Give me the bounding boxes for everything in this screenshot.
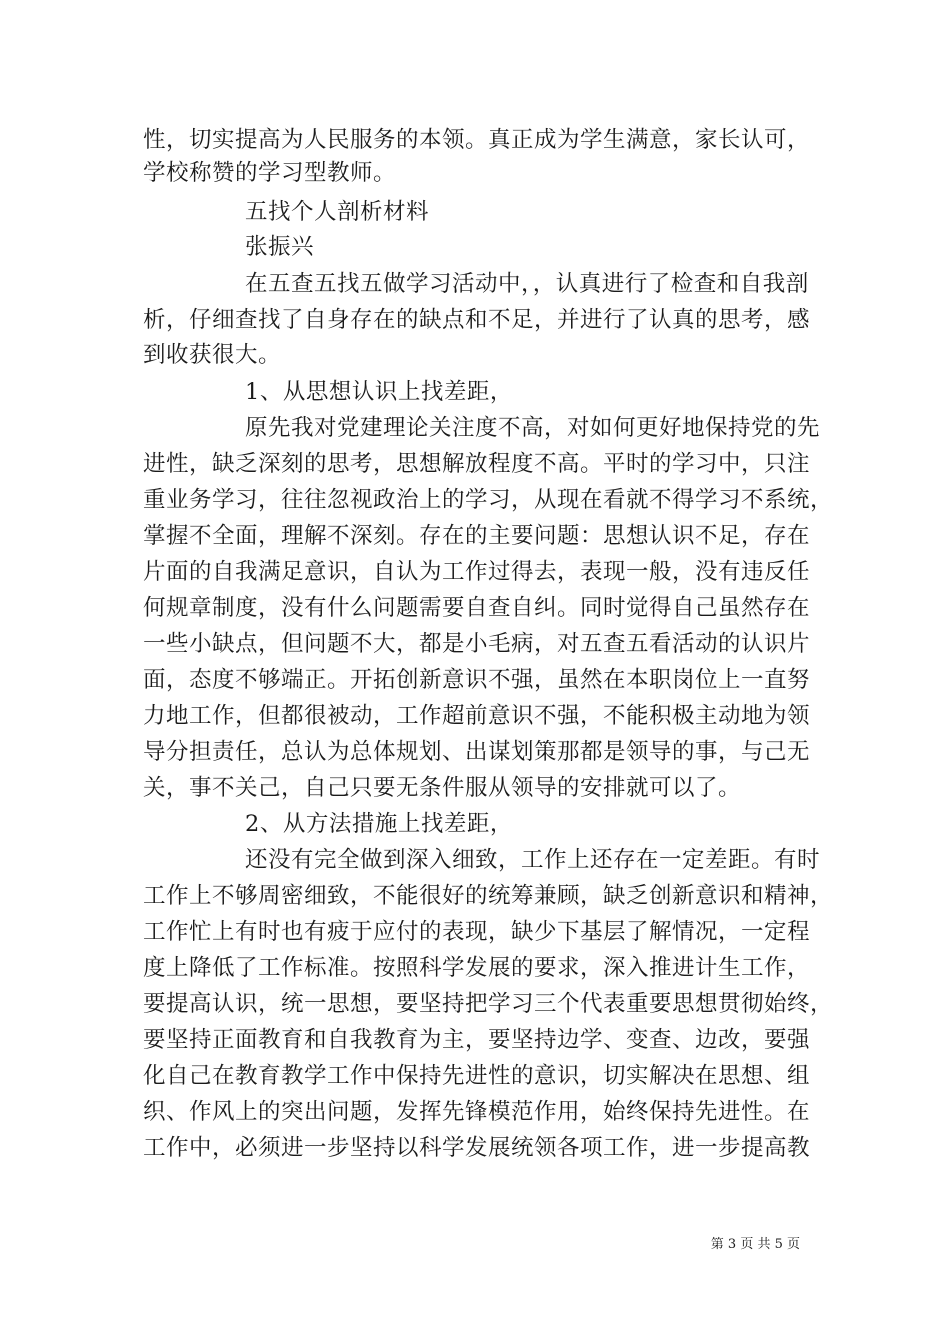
text-line: 要坚持正面教育和自我教育为主，要坚持边学、变查、边改，要强: [143, 1027, 811, 1053]
text-line: 重业务学习，往往忽视政治上的学习，从现在看就不得学习不系统，: [143, 487, 834, 513]
text-line: 原先我对党建理论关注度不高，对如何更好地保持党的先: [245, 415, 821, 441]
page-number: 第 3 页 共 5 页: [710, 1237, 800, 1252]
text-line: 要提高认识，统一思想，要坚持把学习三个代表重要思想贯彻始终，: [143, 991, 834, 1017]
heading-1: 1、从思想认识上找差距，: [245, 379, 513, 405]
text-line: 化自己在教育教学工作中保持先进性的意识，切实解决在思想、组: [143, 1063, 811, 1089]
text-line: 在五查五找五做学习活动中，，认真进行了检查和自我剖: [245, 271, 809, 297]
text-line: 力地工作，但都很被动，工作超前意识不强，不能积极主动地为领: [143, 703, 811, 729]
text-line: 关，事不关己，自己只要无条件服从领导的安排就可以了。: [143, 775, 742, 801]
text-line: 工作忙上有时也有疲于应付的表现，缺少下基层了解情况，一定程: [143, 919, 811, 945]
text-line: 掌握不全面，理解不深刻。存在的主要问题：思想认识不足，存在: [143, 523, 811, 549]
text-line: 度上降低了工作标准。按照科学发展的要求，深入推进计生工作，: [143, 955, 811, 981]
text-line: 还没有完全做到深入细致，工作上还存在一定差距。有时: [245, 847, 821, 873]
section-title: 五找个人剖析材料: [245, 199, 430, 225]
text-line: 性，切实提高为人民服务的本领。真正成为学生满意，家长认可，: [143, 127, 811, 153]
text-line: 何规章制度，没有什么问题需要自查自纠。同时觉得自己虽然存在: [143, 595, 811, 621]
text-line: 片面的自我满足意识，自认为工作过得去，表现一般，没有违反任: [143, 559, 811, 585]
text-line: 到收获很大。: [143, 342, 282, 368]
text-line: 织、作风上的突出问题，发挥先锋模范作用，始终保持先进性。在: [143, 1099, 811, 1125]
text-line: 面，态度不够端正。开拓创新意识不强，虽然在本职岗位上一直努: [143, 667, 811, 693]
text-line: 工作上不够周密细致，不能很好的统筹兼顾，缺乏创新意识和精神，: [143, 883, 834, 909]
text-line: 导分担责任，总认为总体规划、出谋划策那都是领导的事，与己无: [143, 739, 811, 765]
text-line: 工作中，必须进一步坚持以科学发展统领各项工作，进一步提高教: [143, 1135, 811, 1161]
text-line: 析，仔细查找了自身存在的缺点和不足，并进行了认真的思考，感: [143, 307, 811, 333]
heading-2: 2、从方法措施上找差距，: [245, 811, 513, 837]
text-line: 进性，缺乏深刻的思考，思想解放程度不高。平时的学习中，只注: [143, 451, 811, 477]
author-name: 张振兴: [245, 234, 315, 260]
text-line: 一些小缺点，但问题不大，都是小毛病，对五查五看活动的认识片: [143, 631, 811, 657]
text-line: 学校称赞的学习型教师。: [143, 160, 397, 186]
